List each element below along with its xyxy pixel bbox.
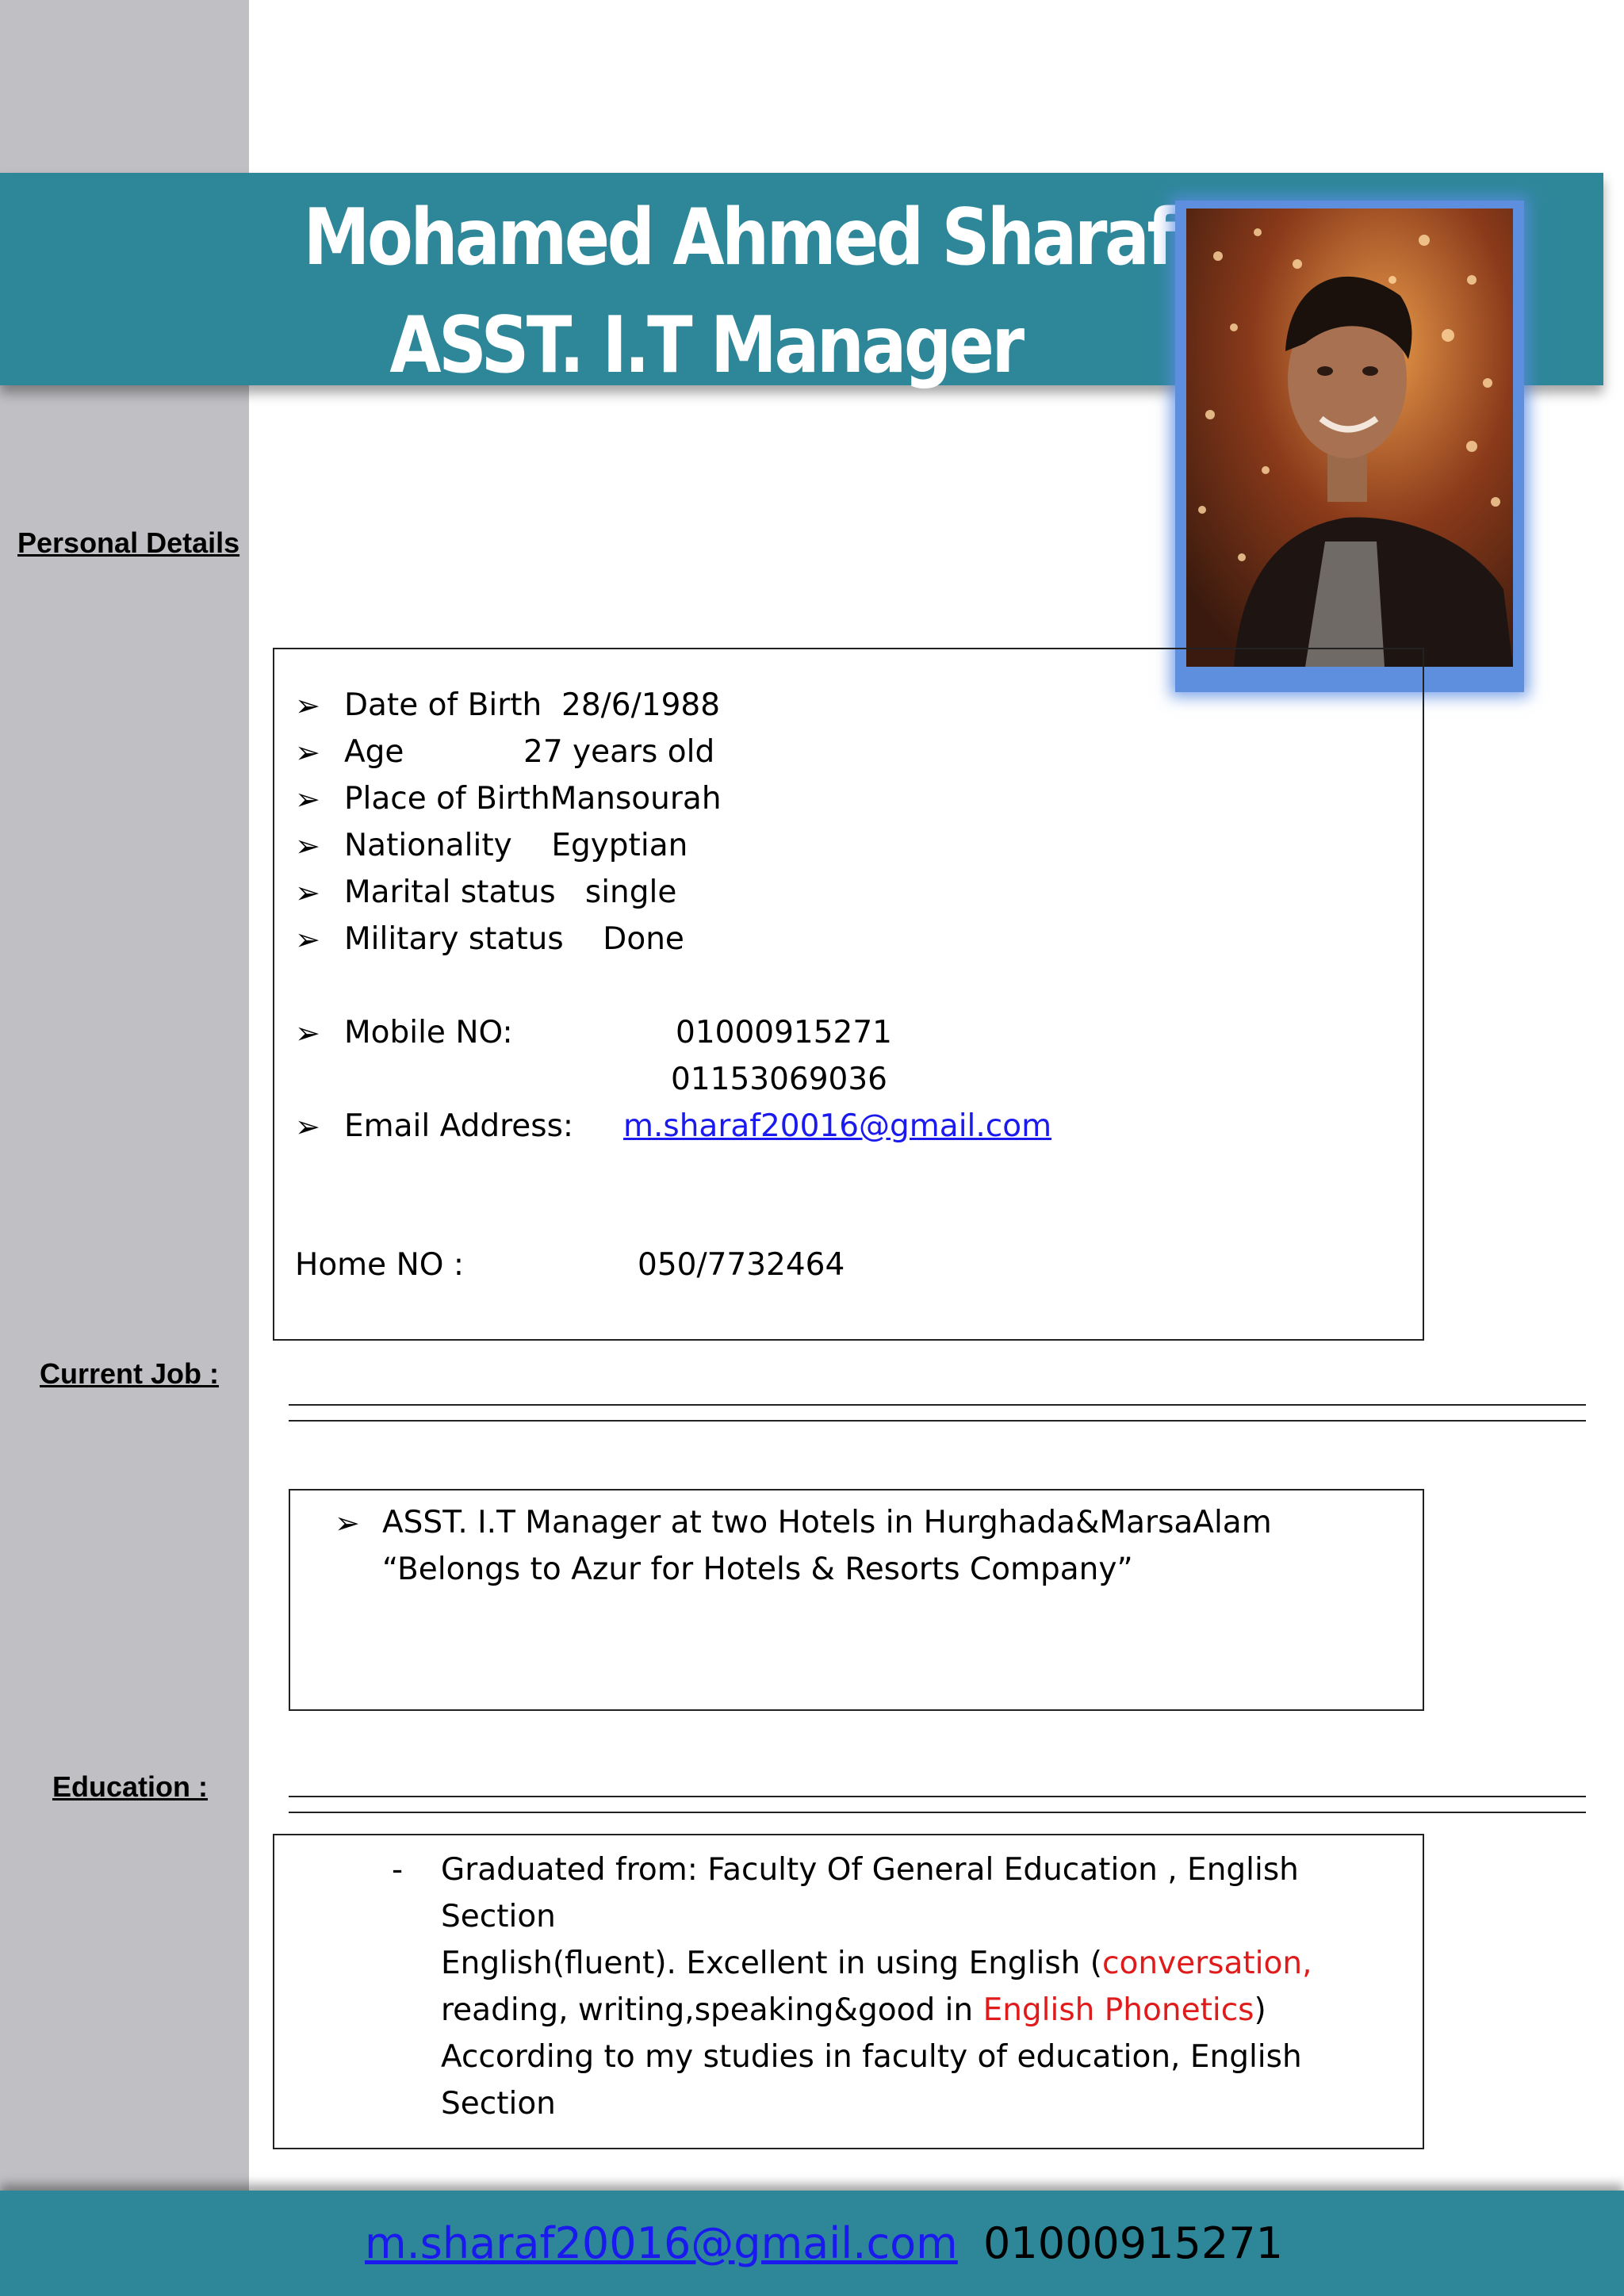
arrow-bullet-icon: ➢ xyxy=(295,922,320,957)
military-value: Done xyxy=(603,921,684,957)
section-label-personal: Personal Details xyxy=(17,526,240,559)
header xyxy=(303,184,1174,400)
arrow-bullet-icon: ➢ xyxy=(295,875,320,910)
age-value: 27 years old xyxy=(523,734,715,770)
current-job-divider xyxy=(289,1404,1586,1422)
age-row xyxy=(344,732,404,773)
arrow-bullet-icon: ➢ xyxy=(295,828,320,863)
nationality-row xyxy=(344,825,688,867)
profile-photo xyxy=(1186,209,1513,667)
footer-phone: 01000915271 xyxy=(983,2218,1283,2268)
age-label: Age xyxy=(344,734,404,770)
education-line-4 xyxy=(441,1990,1266,2031)
home-value: 050/7732464 xyxy=(638,1247,845,1283)
section-label-education: Education : xyxy=(52,1770,208,1803)
education-line-6: Section xyxy=(441,2086,556,2122)
nationality-value: Egyptian xyxy=(551,828,688,863)
mobile-value-2: 01153069036 xyxy=(671,1062,887,1097)
military-label: Military status xyxy=(344,921,564,957)
arrow-bullet-icon: ➢ xyxy=(295,735,320,770)
candidate-name: Mohamed Ahmed Sharaf xyxy=(303,193,1174,283)
education-highlight-phonetics: English Phonetics xyxy=(982,1992,1254,2028)
education-line-4-text: reading, writing,speaking&good in xyxy=(441,1992,983,2028)
personal-details-box xyxy=(273,648,1424,1341)
nationality-label: Nationality xyxy=(344,828,512,863)
arrow-bullet-icon: ➢ xyxy=(295,1016,320,1050)
education-line-1: Graduated from: Faculty Of General Education , English xyxy=(441,1852,1299,1888)
marital-row xyxy=(344,872,676,913)
military-row xyxy=(344,919,684,960)
arrow-bullet-icon: ➢ xyxy=(295,688,320,723)
mobile-label: Mobile NO: xyxy=(344,1015,513,1050)
education-highlight-conversation: conversation, xyxy=(1102,1946,1312,1981)
home-label: Home NO : xyxy=(295,1247,464,1283)
portrait-image xyxy=(1186,209,1513,667)
current-job-line-2: “Belongs to Azur for Hotels & Resorts Company” xyxy=(382,1552,1133,1587)
education-line-2: Section xyxy=(441,1899,556,1934)
birthplace-label: Place of Birth xyxy=(344,781,550,817)
mobile-value-1: 01000915271 xyxy=(676,1015,892,1050)
current-job-line-1: ASST. I.T Manager at two Hotels in Hurghada&MarsaAlam xyxy=(382,1505,1272,1540)
arrow-bullet-icon: ➢ xyxy=(295,782,320,817)
dob-row xyxy=(344,685,720,726)
marital-value: single xyxy=(584,874,677,910)
dob-value: 28/6/1988 xyxy=(561,687,721,723)
education-dash-bullet: - xyxy=(392,1852,404,1888)
email-label: Email Address: xyxy=(344,1108,574,1144)
education-line-5: According to my studies in faculty of education, English xyxy=(441,2039,1302,2075)
arrow-bullet-icon: ➢ xyxy=(335,1506,360,1540)
profile-photo-frame xyxy=(1175,201,1524,692)
arrow-bullet-icon: ➢ xyxy=(295,1109,320,1144)
education-divider xyxy=(289,1796,1586,1813)
education-line-3 xyxy=(441,1943,1312,1984)
education-line-4-close: ) xyxy=(1254,1992,1266,2028)
candidate-title: ASST. I.T Manager xyxy=(389,300,1022,391)
birthplace-value: Mansourah xyxy=(550,781,722,817)
section-label-current-job: Current Job : xyxy=(40,1357,220,1390)
footer-email-link[interactable]: m.sharaf20016@gmail.com xyxy=(365,2218,958,2268)
dob-label: Date of Birth xyxy=(344,687,542,723)
education-line-3-text: English(fluent). Excellent in using English ( xyxy=(441,1946,1103,1981)
email-link[interactable]: m.sharaf20016@gmail.com xyxy=(623,1108,1052,1144)
marital-label: Marital status xyxy=(344,874,556,910)
birthplace-row xyxy=(344,779,722,820)
